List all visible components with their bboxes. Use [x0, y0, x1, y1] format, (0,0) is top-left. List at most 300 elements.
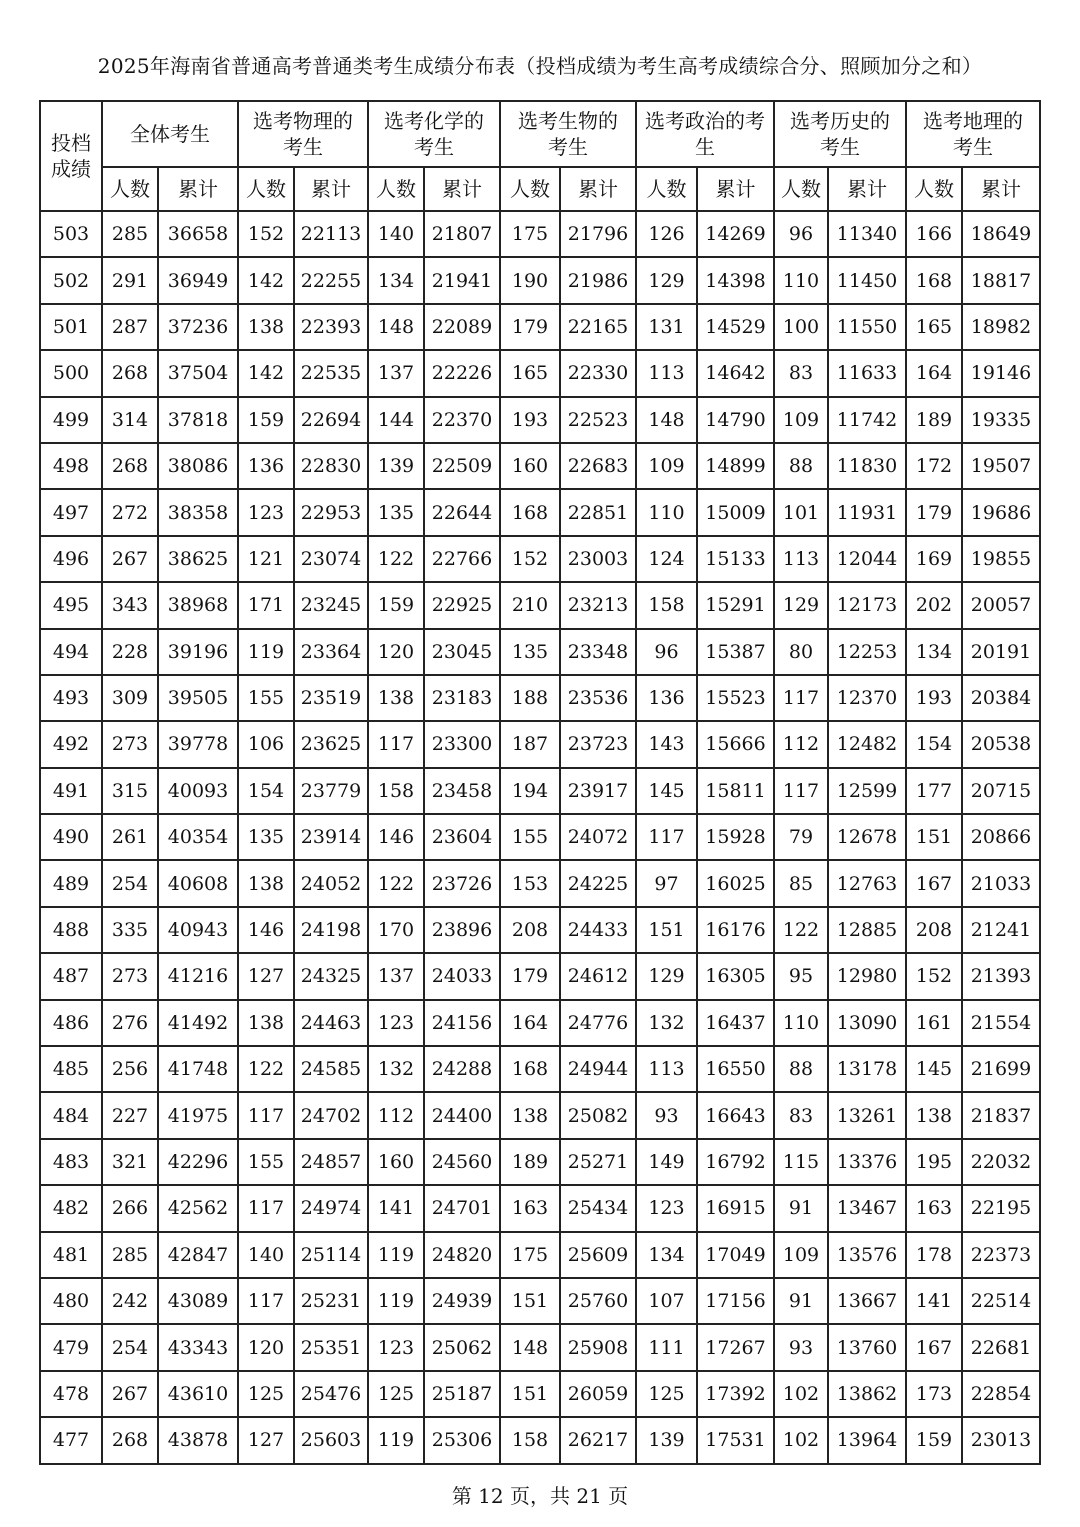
count-cell: 178 [906, 1232, 962, 1278]
cumulative-cell: 20057 [962, 582, 1040, 628]
cumulative-cell: 14398 [697, 257, 774, 303]
count-cell: 88 [774, 443, 828, 489]
count-cell: 101 [774, 489, 828, 535]
count-cell: 189 [500, 1139, 560, 1185]
cumulative-cell: 22514 [962, 1278, 1040, 1324]
count-cell: 83 [774, 1092, 828, 1138]
table-row [40, 1324, 1040, 1370]
cumulative-cell: 25434 [560, 1185, 636, 1231]
count-cell: 148 [500, 1324, 560, 1370]
table-row [40, 1278, 1040, 1324]
cumulative-cell: 12763 [828, 860, 906, 906]
count-cell: 113 [636, 350, 697, 396]
count-cell: 122 [368, 536, 424, 582]
count-cell: 117 [774, 675, 828, 721]
score-cell: 479 [40, 1324, 102, 1370]
count-cell: 273 [102, 953, 158, 999]
sub-header-cumulative: 累计 [697, 167, 774, 211]
cumulative-cell: 17267 [697, 1324, 774, 1370]
table-row [40, 489, 1040, 535]
count-cell: 119 [368, 1278, 424, 1324]
table-row [40, 860, 1040, 906]
score-cell: 477 [40, 1417, 102, 1463]
cumulative-cell: 24702 [294, 1092, 368, 1138]
score-cell: 482 [40, 1185, 102, 1231]
count-cell: 132 [636, 1000, 697, 1046]
cumulative-cell: 25187 [424, 1371, 500, 1417]
count-cell: 117 [774, 768, 828, 814]
count-cell: 131 [636, 304, 697, 350]
cumulative-cell: 26059 [560, 1371, 636, 1417]
count-cell: 125 [238, 1371, 294, 1417]
count-cell: 96 [774, 211, 828, 257]
count-cell: 175 [500, 211, 560, 257]
cumulative-cell: 19507 [962, 443, 1040, 489]
cumulative-cell: 12044 [828, 536, 906, 582]
table-row [40, 629, 1040, 675]
cumulative-cell: 22644 [424, 489, 500, 535]
count-cell: 102 [774, 1417, 828, 1463]
cumulative-cell: 25609 [560, 1232, 636, 1278]
table-row [40, 814, 1040, 860]
cumulative-cell: 38358 [158, 489, 238, 535]
count-cell: 125 [368, 1371, 424, 1417]
count-cell: 285 [102, 1232, 158, 1278]
cumulative-cell: 23914 [294, 814, 368, 860]
count-cell: 93 [636, 1092, 697, 1138]
count-cell: 110 [774, 1000, 828, 1046]
sub-header-cumulative: 累计 [424, 167, 500, 211]
cumulative-cell: 23536 [560, 675, 636, 721]
count-cell: 138 [238, 304, 294, 350]
cumulative-cell: 25271 [560, 1139, 636, 1185]
cumulative-cell: 24776 [560, 1000, 636, 1046]
count-cell: 117 [238, 1092, 294, 1138]
cumulative-cell: 14790 [697, 397, 774, 443]
count-cell: 117 [636, 814, 697, 860]
count-cell: 124 [636, 536, 697, 582]
count-cell: 202 [906, 582, 962, 628]
cumulative-cell: 12253 [828, 629, 906, 675]
cumulative-cell: 39196 [158, 629, 238, 675]
count-cell: 127 [238, 953, 294, 999]
count-cell: 122 [238, 1046, 294, 1092]
count-cell: 314 [102, 397, 158, 443]
score-cell: 491 [40, 768, 102, 814]
count-cell: 210 [500, 582, 560, 628]
score-cell: 501 [40, 304, 102, 350]
cumulative-cell: 24463 [294, 1000, 368, 1046]
cumulative-cell: 11633 [828, 350, 906, 396]
cumulative-cell: 13090 [828, 1000, 906, 1046]
count-cell: 163 [906, 1185, 962, 1231]
count-cell: 148 [636, 397, 697, 443]
cumulative-cell: 19686 [962, 489, 1040, 535]
table-row [40, 536, 1040, 582]
cumulative-cell: 42847 [158, 1232, 238, 1278]
count-cell: 160 [500, 443, 560, 489]
count-cell: 190 [500, 257, 560, 303]
count-cell: 146 [238, 907, 294, 953]
cumulative-cell: 12599 [828, 768, 906, 814]
cumulative-cell: 13667 [828, 1278, 906, 1324]
sub-header-cumulative: 累计 [294, 167, 368, 211]
cumulative-cell: 23723 [560, 721, 636, 767]
cumulative-cell: 22830 [294, 443, 368, 489]
count-cell: 152 [906, 953, 962, 999]
cumulative-cell: 15291 [697, 582, 774, 628]
cumulative-cell: 21554 [962, 1000, 1040, 1046]
cumulative-cell: 19335 [962, 397, 1040, 443]
count-cell: 149 [636, 1139, 697, 1185]
count-cell: 273 [102, 721, 158, 767]
count-cell: 79 [774, 814, 828, 860]
cumulative-cell: 12482 [828, 721, 906, 767]
table-row [40, 1371, 1040, 1417]
count-cell: 119 [368, 1232, 424, 1278]
cumulative-cell: 24225 [560, 860, 636, 906]
count-cell: 173 [906, 1371, 962, 1417]
count-cell: 121 [238, 536, 294, 582]
count-cell: 129 [774, 582, 828, 628]
group-header-geography: 选考地理的考生 [906, 101, 1040, 167]
cumulative-cell: 22032 [962, 1139, 1040, 1185]
count-cell: 88 [774, 1046, 828, 1092]
count-cell: 110 [636, 489, 697, 535]
count-cell: 141 [368, 1185, 424, 1231]
page-title: 2025年海南省普通高考普通类考生成绩分布表（投档成绩为考生高考成绩综合分、照顾加分之和） [97, 54, 983, 78]
group-header-biology: 选考生物的考生 [500, 101, 636, 167]
count-cell: 167 [906, 1324, 962, 1370]
sub-header-count: 人数 [774, 167, 828, 211]
count-cell: 146 [368, 814, 424, 860]
table-row [40, 257, 1040, 303]
count-cell: 194 [500, 768, 560, 814]
cumulative-cell: 26217 [560, 1417, 636, 1463]
count-cell: 119 [238, 629, 294, 675]
cumulative-cell: 40943 [158, 907, 238, 953]
count-cell: 109 [774, 1232, 828, 1278]
count-cell: 158 [368, 768, 424, 814]
cumulative-cell: 37504 [158, 350, 238, 396]
cumulative-cell: 15523 [697, 675, 774, 721]
count-cell: 83 [774, 350, 828, 396]
cumulative-cell: 24400 [424, 1092, 500, 1138]
cumulative-cell: 23245 [294, 582, 368, 628]
count-cell: 126 [636, 211, 697, 257]
count-cell: 152 [500, 536, 560, 582]
cumulative-cell: 20384 [962, 675, 1040, 721]
score-cell: 493 [40, 675, 102, 721]
count-cell: 140 [368, 211, 424, 257]
table-row [40, 1417, 1040, 1463]
count-cell: 117 [238, 1278, 294, 1324]
cumulative-cell: 24612 [560, 953, 636, 999]
group-header-row [40, 101, 1040, 167]
count-cell: 139 [636, 1417, 697, 1463]
cumulative-cell: 40354 [158, 814, 238, 860]
count-cell: 155 [238, 1139, 294, 1185]
sub-header-cumulative: 累计 [828, 167, 906, 211]
count-cell: 125 [636, 1371, 697, 1417]
cumulative-cell: 22195 [962, 1185, 1040, 1231]
count-cell: 136 [636, 675, 697, 721]
table-row [40, 304, 1040, 350]
cumulative-cell: 14899 [697, 443, 774, 489]
count-cell: 123 [238, 489, 294, 535]
count-cell: 107 [636, 1278, 697, 1324]
cumulative-cell: 21393 [962, 953, 1040, 999]
count-cell: 187 [500, 721, 560, 767]
cumulative-cell: 24052 [294, 860, 368, 906]
count-cell: 129 [636, 953, 697, 999]
count-cell: 138 [238, 860, 294, 906]
count-cell: 123 [636, 1185, 697, 1231]
cumulative-cell: 36658 [158, 211, 238, 257]
count-cell: 138 [238, 1000, 294, 1046]
count-cell: 111 [636, 1324, 697, 1370]
count-cell: 291 [102, 257, 158, 303]
score-cell: 500 [40, 350, 102, 396]
cumulative-cell: 15387 [697, 629, 774, 675]
count-cell: 227 [102, 1092, 158, 1138]
count-cell: 137 [368, 953, 424, 999]
count-cell: 119 [368, 1417, 424, 1463]
count-cell: 335 [102, 907, 158, 953]
count-cell: 138 [906, 1092, 962, 1138]
count-cell: 153 [500, 860, 560, 906]
cumulative-cell: 23896 [424, 907, 500, 953]
score-cell: 498 [40, 443, 102, 489]
cumulative-cell: 22509 [424, 443, 500, 489]
cumulative-cell: 16915 [697, 1185, 774, 1231]
table-row [40, 397, 1040, 443]
sub-header-count: 人数 [636, 167, 697, 211]
count-cell: 169 [906, 536, 962, 582]
count-cell: 179 [906, 489, 962, 535]
count-cell: 91 [774, 1185, 828, 1231]
cumulative-cell: 12173 [828, 582, 906, 628]
cumulative-cell: 22226 [424, 350, 500, 396]
cumulative-cell: 11742 [828, 397, 906, 443]
cumulative-cell: 23726 [424, 860, 500, 906]
cumulative-cell: 21241 [962, 907, 1040, 953]
count-cell: 164 [906, 350, 962, 396]
cumulative-cell: 15133 [697, 536, 774, 582]
count-cell: 159 [238, 397, 294, 443]
score-cell: 485 [40, 1046, 102, 1092]
count-cell: 148 [368, 304, 424, 350]
count-cell: 179 [500, 304, 560, 350]
count-cell: 151 [500, 1278, 560, 1324]
cumulative-cell: 24820 [424, 1232, 500, 1278]
cumulative-cell: 43610 [158, 1371, 238, 1417]
count-cell: 85 [774, 860, 828, 906]
cumulative-cell: 21699 [962, 1046, 1040, 1092]
cumulative-cell: 24156 [424, 1000, 500, 1046]
page-footer: 第 12 页，共 21 页 [451, 1484, 629, 1508]
count-cell: 154 [906, 721, 962, 767]
cumulative-cell: 21796 [560, 211, 636, 257]
group-header-physics: 选考物理的考生 [238, 101, 368, 167]
cumulative-cell: 12885 [828, 907, 906, 953]
cumulative-cell: 12678 [828, 814, 906, 860]
score-cell: 487 [40, 953, 102, 999]
cumulative-cell: 23074 [294, 536, 368, 582]
cumulative-cell: 16643 [697, 1092, 774, 1138]
cumulative-cell: 16025 [697, 860, 774, 906]
count-cell: 93 [774, 1324, 828, 1370]
count-cell: 155 [500, 814, 560, 860]
score-cell: 496 [40, 536, 102, 582]
count-cell: 254 [102, 1324, 158, 1370]
count-cell: 343 [102, 582, 158, 628]
table-row [40, 1232, 1040, 1278]
count-cell: 138 [500, 1092, 560, 1138]
count-cell: 256 [102, 1046, 158, 1092]
cumulative-cell: 12980 [828, 953, 906, 999]
cumulative-cell: 25760 [560, 1278, 636, 1324]
count-cell: 155 [238, 675, 294, 721]
group-header-politics: 选考政治的考生 [636, 101, 774, 167]
table-row [40, 1046, 1040, 1092]
cumulative-cell: 25351 [294, 1324, 368, 1370]
cumulative-cell: 39778 [158, 721, 238, 767]
cumulative-cell: 18649 [962, 211, 1040, 257]
cumulative-cell: 24560 [424, 1139, 500, 1185]
cumulative-cell: 40608 [158, 860, 238, 906]
count-cell: 120 [238, 1324, 294, 1370]
cumulative-cell: 25231 [294, 1278, 368, 1324]
cumulative-cell: 40093 [158, 768, 238, 814]
count-cell: 159 [906, 1417, 962, 1463]
count-cell: 321 [102, 1139, 158, 1185]
cumulative-cell: 42296 [158, 1139, 238, 1185]
cumulative-cell: 22255 [294, 257, 368, 303]
count-cell: 137 [368, 350, 424, 396]
score-cell: 489 [40, 860, 102, 906]
cumulative-cell: 22393 [294, 304, 368, 350]
count-cell: 135 [368, 489, 424, 535]
count-cell: 134 [906, 629, 962, 675]
cumulative-cell: 13178 [828, 1046, 906, 1092]
cumulative-cell: 41975 [158, 1092, 238, 1138]
cumulative-cell: 25603 [294, 1417, 368, 1463]
cumulative-cell: 25114 [294, 1232, 368, 1278]
count-cell: 285 [102, 211, 158, 257]
cumulative-cell: 16550 [697, 1046, 774, 1092]
sub-header-row [40, 167, 1040, 211]
cumulative-cell: 16437 [697, 1000, 774, 1046]
table-row [40, 907, 1040, 953]
count-cell: 172 [906, 443, 962, 489]
table-row [40, 1092, 1040, 1138]
cumulative-cell: 13576 [828, 1232, 906, 1278]
cumulative-cell: 23458 [424, 768, 500, 814]
cumulative-cell: 25082 [560, 1092, 636, 1138]
cumulative-cell: 15928 [697, 814, 774, 860]
cumulative-cell: 22165 [560, 304, 636, 350]
cumulative-cell: 22523 [560, 397, 636, 443]
count-cell: 228 [102, 629, 158, 675]
count-cell: 96 [636, 629, 697, 675]
count-cell: 254 [102, 860, 158, 906]
count-cell: 175 [500, 1232, 560, 1278]
cumulative-cell: 23045 [424, 629, 500, 675]
count-cell: 95 [774, 953, 828, 999]
count-cell: 158 [500, 1417, 560, 1463]
count-cell: 315 [102, 768, 158, 814]
cumulative-cell: 38086 [158, 443, 238, 489]
count-cell: 109 [774, 397, 828, 443]
score-cell: 492 [40, 721, 102, 767]
cumulative-cell: 19146 [962, 350, 1040, 396]
count-cell: 152 [238, 211, 294, 257]
cumulative-cell: 22766 [424, 536, 500, 582]
cumulative-cell: 24974 [294, 1185, 368, 1231]
score-cell: 478 [40, 1371, 102, 1417]
count-cell: 165 [906, 304, 962, 350]
cumulative-cell: 24198 [294, 907, 368, 953]
cumulative-cell: 22953 [294, 489, 368, 535]
sub-header-count: 人数 [368, 167, 424, 211]
cumulative-cell: 24585 [294, 1046, 368, 1092]
cumulative-cell: 22370 [424, 397, 500, 443]
cumulative-cell: 43089 [158, 1278, 238, 1324]
cumulative-cell: 23604 [424, 814, 500, 860]
count-cell: 170 [368, 907, 424, 953]
count-cell: 122 [368, 860, 424, 906]
count-cell: 193 [906, 675, 962, 721]
cumulative-cell: 22854 [962, 1371, 1040, 1417]
cumulative-cell: 24325 [294, 953, 368, 999]
cumulative-cell: 11340 [828, 211, 906, 257]
count-cell: 138 [368, 675, 424, 721]
cumulative-cell: 23013 [962, 1417, 1040, 1463]
count-cell: 123 [368, 1324, 424, 1370]
count-cell: 266 [102, 1185, 158, 1231]
score-cell: 481 [40, 1232, 102, 1278]
score-distribution-table [39, 100, 1041, 1465]
cumulative-cell: 24857 [294, 1139, 368, 1185]
score-cell: 488 [40, 907, 102, 953]
count-cell: 261 [102, 814, 158, 860]
score-header: 投档成绩 [40, 101, 102, 211]
score-cell: 502 [40, 257, 102, 303]
count-cell: 135 [500, 629, 560, 675]
count-cell: 110 [774, 257, 828, 303]
cumulative-cell: 43343 [158, 1324, 238, 1370]
cumulative-cell: 41748 [158, 1046, 238, 1092]
sub-header-count: 人数 [906, 167, 962, 211]
sub-header-count: 人数 [500, 167, 560, 211]
count-cell: 267 [102, 536, 158, 582]
table-body [40, 211, 1040, 1464]
cumulative-cell: 22851 [560, 489, 636, 535]
cumulative-cell: 13760 [828, 1324, 906, 1370]
cumulative-cell: 23213 [560, 582, 636, 628]
cumulative-cell: 22925 [424, 582, 500, 628]
count-cell: 154 [238, 768, 294, 814]
count-cell: 91 [774, 1278, 828, 1324]
count-cell: 106 [238, 721, 294, 767]
table-row [40, 768, 1040, 814]
count-cell: 143 [636, 721, 697, 767]
sub-header-cumulative: 累计 [560, 167, 636, 211]
group-header-history: 选考历史的考生 [774, 101, 906, 167]
cumulative-cell: 20191 [962, 629, 1040, 675]
cumulative-cell: 17392 [697, 1371, 774, 1417]
